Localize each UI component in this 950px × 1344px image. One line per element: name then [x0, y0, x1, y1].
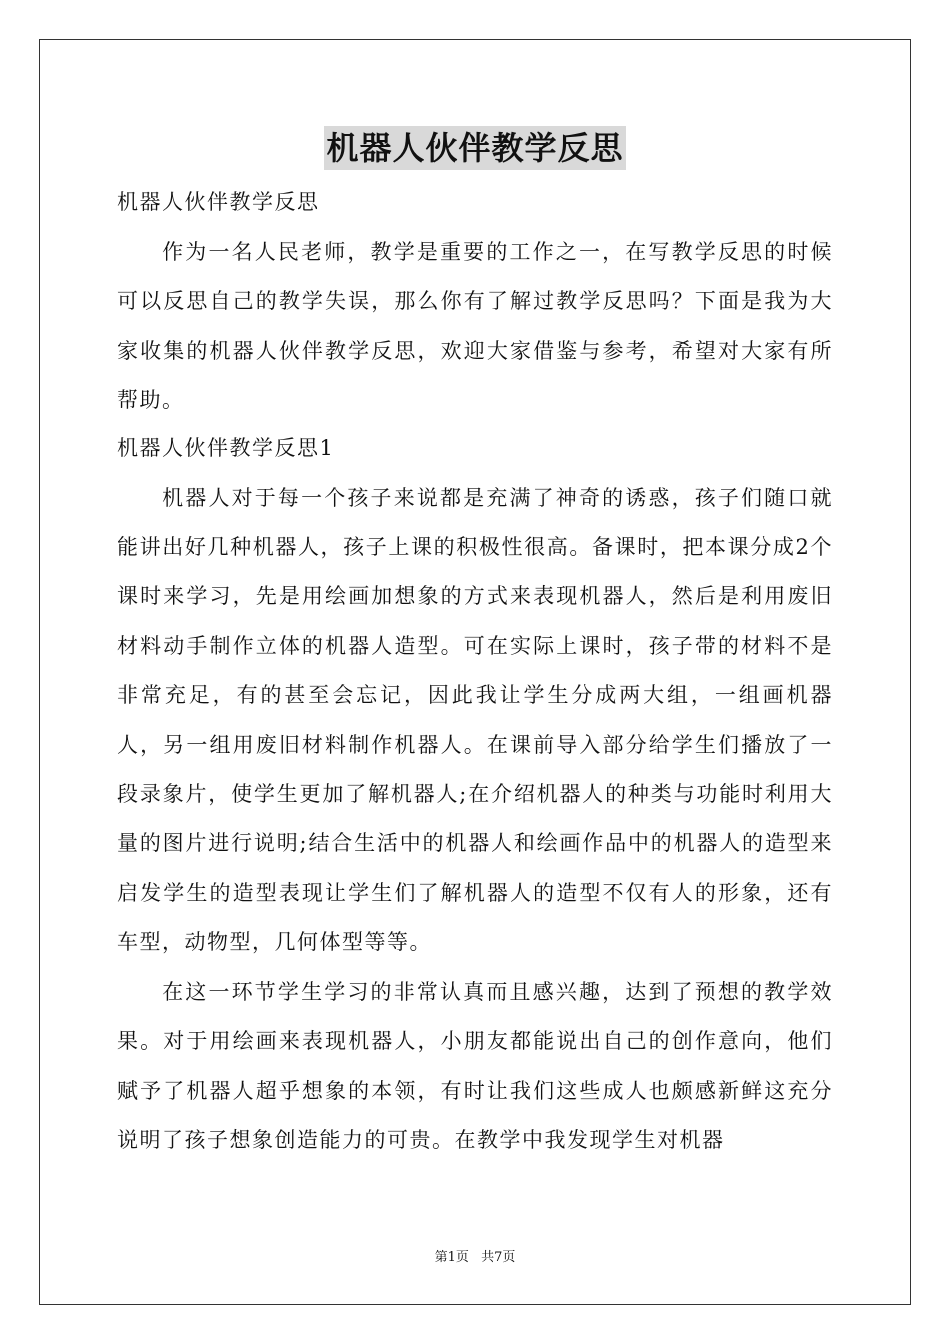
section-heading: 机器人伙伴教学反思1 [117, 435, 335, 460]
page-footer [0, 1246, 950, 1265]
document-body [117, 182, 833, 1165]
intro-paragraph: 作为一名人民老师，教学是重要的工作之一，在写教学反思的时候可以反思自己的教学失误，那么你有了解过教学反思吗？下面是我为大家收集的机器人伙伴教学反思，欢迎大家借鉴与参考，希望对大家有所帮助。 [117, 240, 833, 413]
page-number-current: 第1页 [434, 1250, 469, 1265]
title-container [0, 126, 950, 170]
document-title: 机器人伙伴教学反思 [324, 126, 625, 170]
body-paragraph: 机器人对于每一个孩子来说都是充满了神奇的诱惑，孩子们随口就能讲出好几种机器人，孩子上课的积极性很高。备课时，把本课分成2个课时来学习，先是用绘画加想象的方式来表现机器人，然后是利用废旧材料动手制作立体的机器人造型。可在实际上课时，孩子带的材料不是非常充足，有的甚至会忘记，因此我让学生分成两大组，一组画机器人，另一组用废旧材料制作机器人。在课前导入部分给学生们播放了一段录象片，使学生更加了解机器人;在介绍机器人的种类与功能时利用大量的图片进行说明;结合生活中的机器人和绘画作品中的机器人的造型来启发学生的造型表现让学生们了解机器人的造型不仅有人的形象，还有车型，动物型，几何体型等等。 [117, 485, 833, 955]
document-subtitle: 机器人伙伴教学反思 [117, 190, 320, 214]
page-number-total: 共7页 [481, 1250, 516, 1265]
body-paragraph: 在这一环节学生学习的非常认真而且感兴趣，达到了预想的教学效果。对于用绘画来表现机器人，小朋友都能说出自己的创作意向，他们赋予了机器人超乎想象的本领，有时让我们这些成人也颇感新鲜这充分说明了孩子想象创造能力的可贵。在教学中我发现学生对机器 [117, 979, 833, 1152]
